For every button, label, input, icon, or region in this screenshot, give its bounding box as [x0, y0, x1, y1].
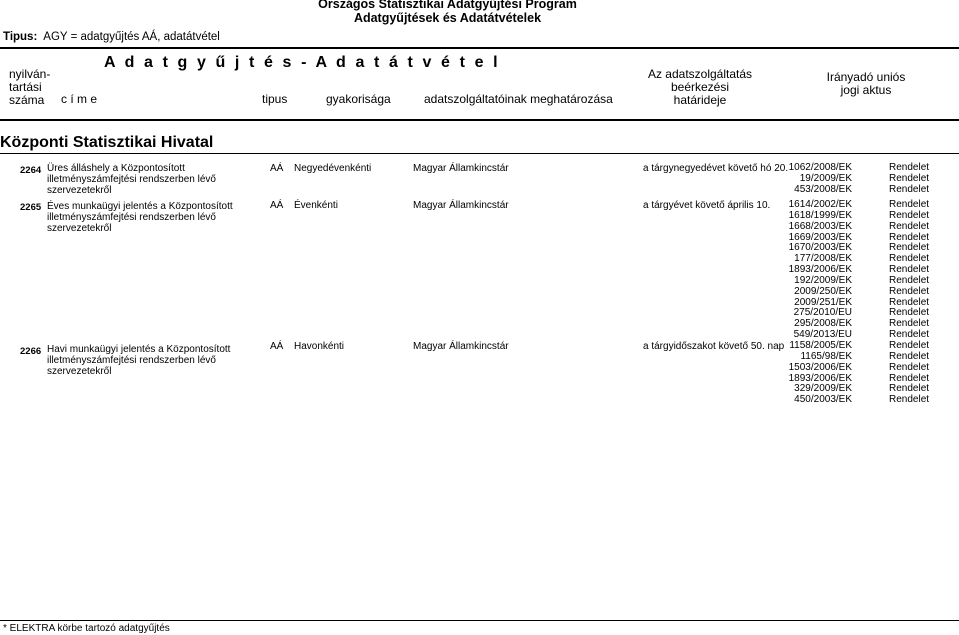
col-header-jogi-aktus: Irányadó uniós jogi aktus: [826, 70, 906, 97]
row-gyakorisag: Havonkénti: [294, 341, 345, 352]
row-jogi-aktus-type-list: [889, 200, 929, 341]
row-hatarido: a tárgyévet követő április 10.: [643, 200, 771, 211]
column-header-main-title: A d a t g y ű j t é s - A d a t á t v é t e l: [104, 54, 501, 71]
jogi-aktus-code: 1669/2003/EK: [788, 231, 852, 243]
document-subtitle: Adatgyűjtések és Adatátvételek: [353, 11, 542, 25]
jogi-aktus-type: Rendelet: [889, 172, 930, 184]
row-tipus: AÁ: [270, 163, 284, 174]
jogi-aktus-code: 1158/2005/EK: [789, 340, 852, 351]
tipus-legend: [3, 31, 220, 43]
jogi-aktus-code: 177/2008/EK: [794, 253, 852, 265]
jogi-aktus-code: 275/2010/EU: [793, 307, 852, 319]
jogi-aktus-type: Rendelet: [889, 220, 930, 232]
row-gyakorisag: Negyedévenkénti: [294, 163, 372, 174]
jogi-aktus-type: Rendelet: [889, 372, 930, 384]
row-jogi-aktus-type-list: [889, 163, 929, 196]
jogi-aktus-type: Rendelet: [889, 209, 930, 221]
row-tipus: AÁ: [270, 341, 284, 352]
row-jogi-aktus-list: [780, 200, 852, 341]
jogi-aktus-code: 192/2009/EK: [794, 274, 852, 286]
jogi-aktus-type: Rendelet: [889, 318, 930, 330]
jogi-aktus-code: 2009/251/EK: [794, 296, 852, 308]
jogi-aktus-code: 1503/2006/EK: [788, 361, 852, 373]
row-tipus: AÁ: [270, 200, 284, 211]
col-header-adatszolgaltatok: adatszolgáltatóinak meghatározása: [424, 92, 613, 106]
jogi-aktus-code: 549/2013/EU: [793, 329, 852, 341]
jogi-aktus-type: Rendelet: [889, 274, 930, 286]
jogi-aktus-type: Rendelet: [889, 394, 930, 406]
jogi-aktus-code: 329/2009/EK: [794, 383, 852, 395]
footer-divider: [0, 620, 959, 621]
col-header-nyilvantartasi-szama: nyilván- tartási száma: [9, 67, 51, 107]
row-adatszolgaltato: Magyar Államkincstár: [413, 200, 509, 211]
jogi-aktus-type: Rendelet: [889, 350, 930, 362]
jogi-aktus-code: 2009/250/EK: [794, 285, 852, 297]
jogi-aktus-type: Rendelet: [889, 296, 930, 308]
row-adatszolgaltato: Magyar Államkincstár: [413, 163, 509, 174]
jogi-aktus-code: 453/2008/EK: [794, 183, 852, 195]
row-description: Üres álláshely a Központosított illetményszámfejtési rendszerben lévő szervezetekről: [47, 163, 216, 196]
document-title: Országos Statisztikai Adatgyűjtési Program: [318, 0, 577, 11]
jogi-aktus-type: Rendelet: [889, 383, 930, 395]
jogi-aktus-type: Rendelet: [889, 264, 930, 276]
jogi-aktus-type: Rendelet: [889, 329, 930, 341]
jogi-aktus-code: 1893/2006/EK: [788, 264, 852, 276]
col-header-tipus: tipus: [262, 92, 288, 106]
jogi-aktus-code: 1893/2006/EK: [788, 372, 852, 384]
jogi-aktus-type: Rendelet: [889, 242, 930, 254]
jogi-aktus-code: 1668/2003/EK: [788, 220, 852, 232]
row-adatszolgaltato: Magyar Államkincstár: [413, 341, 509, 352]
jogi-aktus-type: Rendelet: [889, 285, 930, 297]
section-divider: [0, 153, 959, 154]
jogi-aktus-type: Rendelet: [889, 361, 930, 373]
row-jogi-aktus-type-list: [889, 341, 929, 406]
row-jogi-aktus-list: [780, 163, 852, 196]
col-header-gyakorisaga: gyakorisága: [326, 92, 391, 106]
row-hatarido: a tárgynegyedévet követő hó 20.: [643, 163, 789, 174]
jogi-aktus-type: Rendelet: [889, 340, 930, 351]
column-header: [0, 47, 959, 121]
footer-note: * ELEKTRA körbe tartozó adatgyűjtés: [3, 623, 170, 634]
jogi-aktus-code: 1670/2003/EK: [788, 242, 852, 254]
jogi-aktus-type: Rendelet: [889, 162, 930, 173]
jogi-aktus-code: 295/2008/EK: [794, 318, 852, 330]
tipus-label: Tipus:: [3, 31, 38, 43]
jogi-aktus-code: 19/2009/EK: [799, 172, 852, 184]
tipus-value: AGY = adatgyűjtés AÁ, adatátvétel: [43, 31, 220, 43]
jogi-aktus-code: 1062/2008/EK: [788, 162, 852, 173]
row-description: Havi munkaügyi jelentés a Központosított illetményszámfejtési rendszerben lévő szervezetekről: [47, 344, 231, 377]
col-header-cime: c í m e: [61, 92, 98, 106]
jogi-aktus-type: Rendelet: [889, 253, 930, 265]
row-hatarido: a tárgyidőszakot követő 50. nap: [643, 341, 785, 352]
row-gyakorisag: Évenkénti: [294, 200, 338, 211]
jogi-aktus-code: 1165/98/EK: [800, 350, 852, 362]
section-title: Központi Statisztikai Hivatal: [0, 134, 214, 151]
jogi-aktus-type: Rendelet: [889, 231, 930, 243]
row-number: 2265: [20, 202, 42, 213]
col-header-hatarido: Az adatszolgáltatás beérkezési határideje: [647, 67, 753, 107]
row-number: 2264: [20, 165, 42, 176]
jogi-aktus-type: Rendelet: [889, 307, 930, 319]
jogi-aktus-type: Rendelet: [889, 183, 930, 195]
row-number: 2266: [20, 346, 42, 357]
jogi-aktus-type: Rendelet: [889, 199, 930, 210]
jogi-aktus-code: 450/2003/EK: [794, 394, 852, 406]
jogi-aktus-code: 1618/1999/EK: [788, 209, 852, 221]
row-description: Éves munkaügyi jelentés a Központosított illetményszámfejtési rendszerben lévő szervezetekről: [47, 201, 233, 234]
jogi-aktus-code: 1614/2002/EK: [788, 199, 852, 210]
row-jogi-aktus-list: [780, 341, 852, 406]
